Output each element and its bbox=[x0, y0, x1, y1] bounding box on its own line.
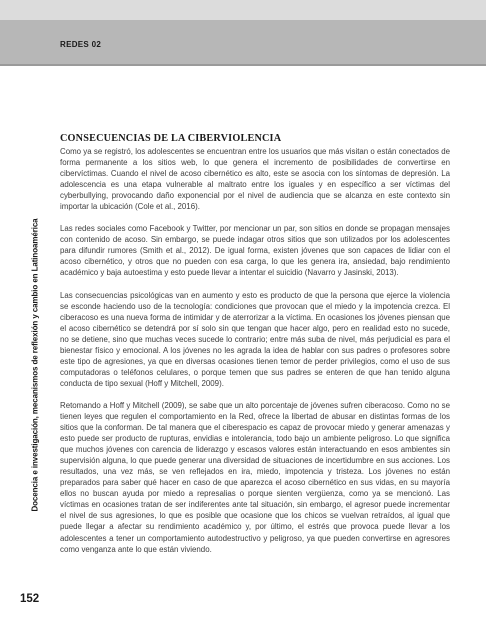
paragraph: Las redes sociales como Facebook y Twitter, por mencionar un par, son sitios en donde se propagan mensajes con contenido de acoso. Sin embargo, se puede indagar otros sitios que son utilizados por los adolescentes para difundir rumores (Smith et al., 2012). De igual forma, existen jóvenes que son capaces de lidiar con el acoso cibernético, y otros que no pueden con esa carga, lo que les genera ira, ansiedad, bajo rendimiento académico y baja autoestima y esto puede llevar a intentar el suicidio (Navarro y Jasinski, 2013). bbox=[60, 224, 450, 278]
running-head: REDES 02 bbox=[60, 40, 102, 49]
vertical-book-title: Docencia e investigación, mecanismos de reflexión y cambio en Latinoamérica bbox=[30, 218, 40, 512]
article-body bbox=[60, 133, 450, 566]
paragraph: Como ya se registró, los adolescentes se encuentran entre los usuarios que más visitan o están conectados de forma permanente a los sitios web, lo que genera el incremento de posibilidades de convertirse en cibervíctimas. Cuando el nivel de acoso cibernético es alto, este se asocia con los síntomas de depresión. La adolescencia es una etapa vulnerable al maltrato entre los iguales y en específico a ser víctimas del cyberbullying, provocando daño exponencial por el nivel de audiencia que se alcanza en este contexto sin importar la ubicación (Cole et al., 2016). bbox=[60, 147, 450, 212]
section-title: CONSECUENCIAS DE LA CIBERVIOLENCIA bbox=[60, 133, 282, 144]
page-number: 152 bbox=[20, 593, 40, 605]
paragraph: Las consecuencias psicológicas van en aumento y esto es producto de que la persona que ejerce la violencia se esconde haciendo uso de la tecnología: condiciones que provocan que el miedo y la impotencia crezca. El ciberacoso es una nueva forma de intimidar y de aterrorizar a la víctima. En ocasiones los jóvenes piensan que el acoso cibernético se detendrá por sí solo sin que tengan que hacer algo, pero en realidad esto no sucede, no se detiene, sino que muchas veces sucede lo contrario; entre más suba de nivel, más perjudicial es para el bienestar físico y emocional. A los jóvenes no les agrada la idea de hablar con sus padres o profesores sobre este tipo de agresiones, ya que en diversas ocasiones tienen temor de perder privilegios, como el uso de sus computadoras o teléfonos celulares, o porque temen que sus padres se enteren de que han tenido alguna conducta de tipo sexual (Hoff y Mitchell, 2009). bbox=[60, 290, 450, 388]
paragraph: Retomando a Hoff y Mitchell (2009), se sabe que un alto porcentaje de jóvenes sufren ciberacoso. Como no se tienen leyes que regulen el comportamiento en la Red, ofrece la libertad de abusar en distintas formas de los sitios que la conforman. De tal manera que el ciberespacio es capaz de provocar miedo y generar amenazas y esto puede ser producto de rupturas, envidias e intolerancia, todo bajo un ambiente peligroso. Lo que significa que muchos jóvenes con carencia de liderazgo y escasos valores están interactuando en esos ambientes sin supervisión alguna, lo que puede generar una diversidad de situaciones de incertidumbre en sus acciones. Los resultados, una vez más, se ven reflejados en ira, miedo, impotencia y tristeza. Los jóvenes no están preparados para saber qué hacer en caso de que aparezca el acoso cibernético en sus vidas, en su mayoría ellos no buscan ayuda por miedo a represalias o porque sienten vergüenza, como ya se mencionó. Las víctimas en ocasiones tratan de ser indiferentes ante tal situación, sin embargo, el agresor puede incrementar el nivel de sus agresiones, lo que es posible que ocasione que los chicos se vuelvan retraídos, al igual que puede llegar a afectar su rendimiento académico y, por último, el estrés que provoca puede llevar a los adolescentes a tener un comportamiento autodestructivo y peligroso, ya que pueden convertirse en agresores como venganza ante lo que están viviendo. bbox=[60, 400, 450, 554]
top-band bbox=[0, 0, 486, 20]
